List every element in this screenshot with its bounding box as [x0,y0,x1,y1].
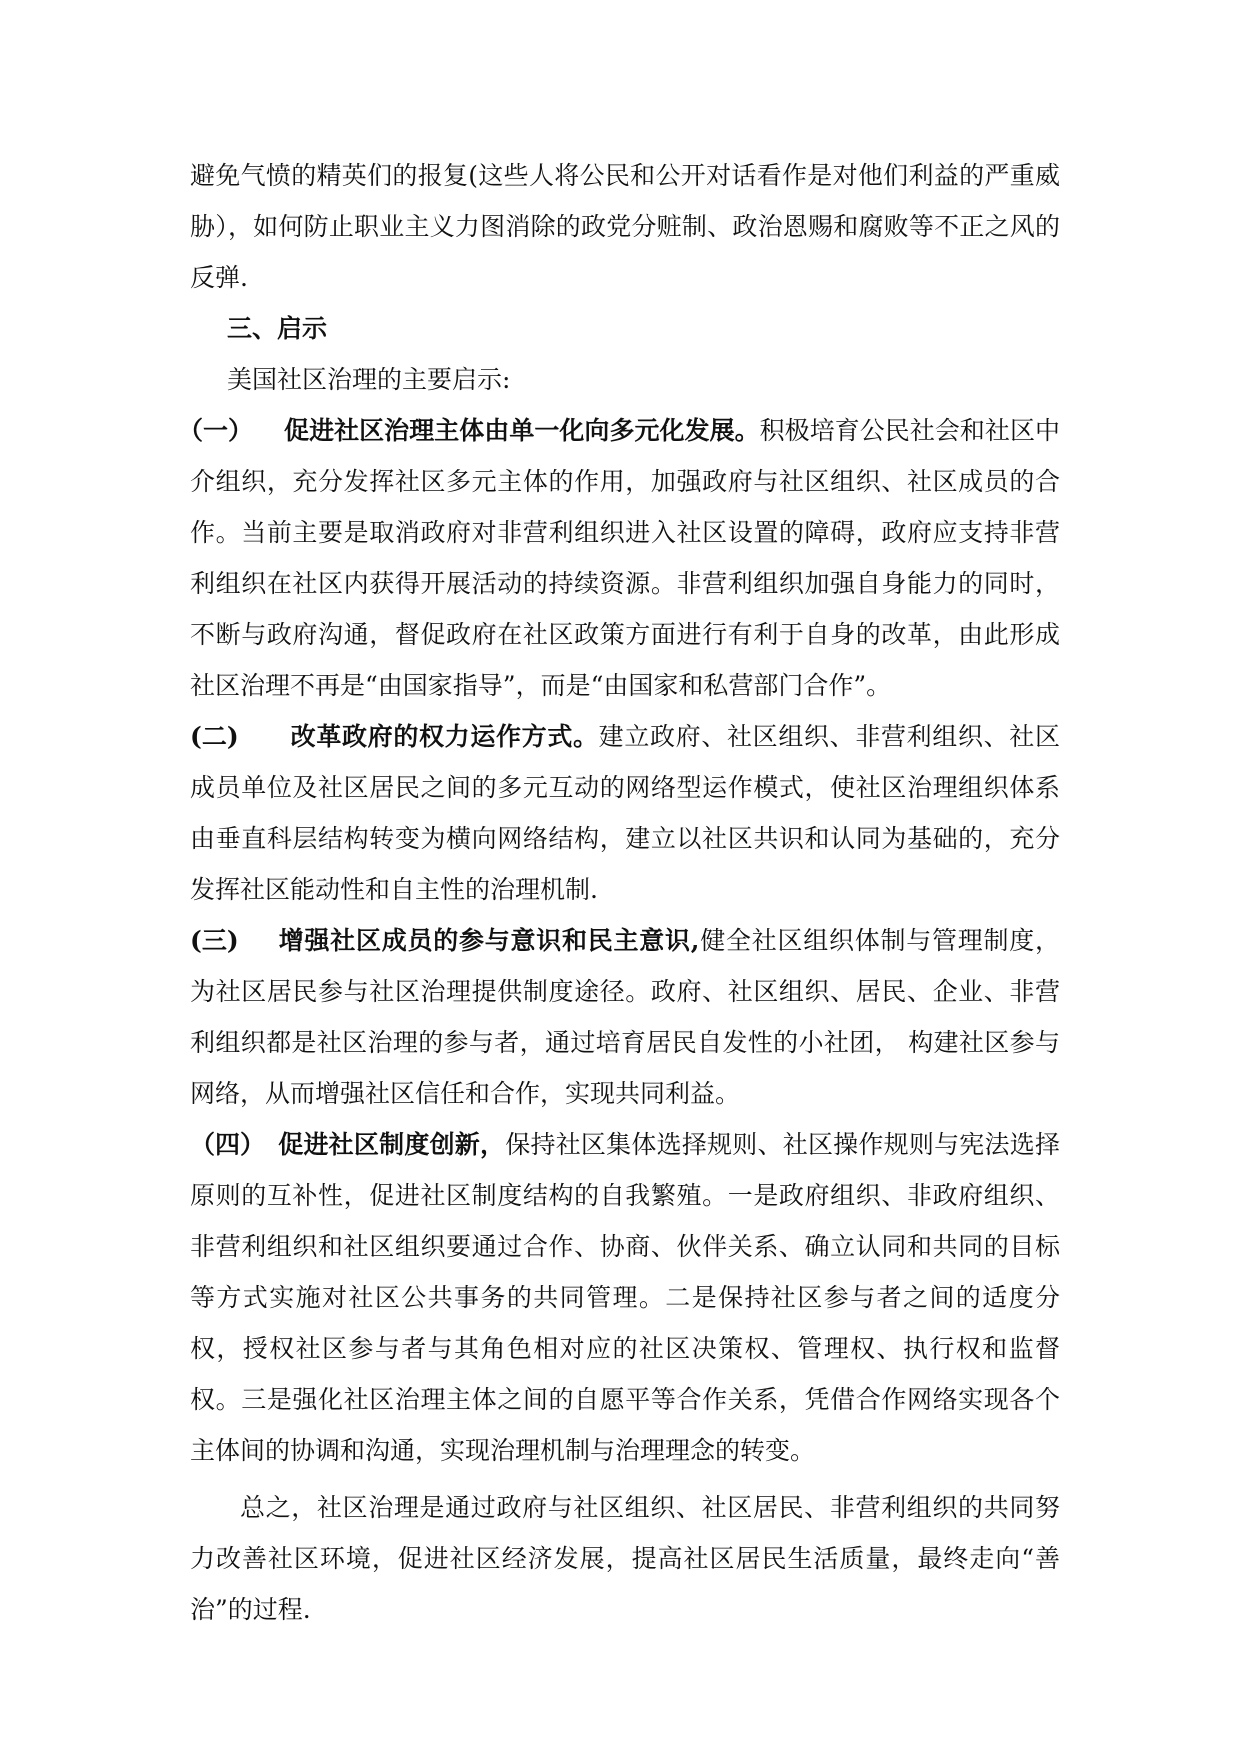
lead-paragraph: 美国社区治理的主要启示: [227,365,511,394]
item-title-4: 促进社区制度创新， [278,1130,506,1159]
item-body-2: 建立政府、社区组织、非营利组织、社区成员单位及社区居民之间的多元互动的网络型运作模式，使社区治理组织体系由垂直科层结构转变为横向网络结构，建立以社区共识和认同为基础的，充分发挥社区能动性和自主性的治理机制. [190,722,1060,904]
item-body-4: 保持社区集体选择规则、社区操作规则与宪法选择原则的互补性，促进社区制度结构的自我繁殖。一是政府组织、非政府组织、非营利组织和社区组织要通过合作、协商、伙伴关系、确立认同和共同的目标等方式实施对社区公共事务的共同管理。二是保持社区参与者之间的适度分权，授权社区参与者与其角色相对应的社区决策权、管理权、执行权和监督权。三是强化社区治理主体之间的自愿平等合作关系，凭借合作网络实现各个主体间的协调和沟通，实现治理机制与治理理念的转变。 [190,1130,1060,1465]
item-paragraph-1 [178,405,1060,711]
item-paragraph-3 [190,915,1060,1119]
item-body-3: 健全社区组织体制与管理制度，为社区居民参与社区治理提供制度途径。政府、社区组织、居民、企业、非营利组织都是社区治理的参与者，通过培育居民自发性的小社团， 构建社区参与网络，从而增强社区信任和合作，实现共同利益。 [190,926,1060,1108]
item-paragraph-2 [190,711,1060,915]
item-title-1: 促进社区治理主体由单一化向多元化发展。 [284,416,760,445]
conclusion-paragraph: 总之，社区治理是通过政府与社区组织、社区居民、非营利组织的共同努力改善社区环境，促进社区经济发展，提高社区居民生活质量，最终走向“善治”的过程. [190,1493,1060,1624]
intro-paragraph: 避免气愤的精英们的报复(这些人将公民和公开对话看作是对他们利益的严重威胁），如何防止职业主义力图消除的政党分赃制、政治恩赐和腐败等不正之风的反弹. [190,161,1060,292]
item-number-4: （四） [190,1130,266,1159]
item-number-2: (二) [190,722,239,751]
item-title-2: 改革政府的权力运作方式。 [290,722,599,751]
item-title-3: 增强社区成员的参与意识和民主意识, [278,926,700,955]
item-body-1: 积极培育公民社会和社区中介组织，充分发挥社区多元主体的作用，加强政府与社区组织、社区成员的合作。当前主要是取消政府对非营利组织进入社区设置的障碍，政府应支持非营利组织在社区内获得开展活动的持续资源。非营利组织加强自身能力的同时，不断与政府沟通，督促政府在社区政策方面进行有利于自身的改革，由此形成社区治理不再是“由国家指导”，而是“由国家和私营部门合作”。 [190,416,1060,700]
item-number-1: （一） [178,416,254,445]
document-page [178,150,1060,1635]
item-paragraph-4 [190,1119,1060,1476]
item-number-3: (三) [190,926,239,955]
section-heading: 三、启示 [227,314,328,343]
